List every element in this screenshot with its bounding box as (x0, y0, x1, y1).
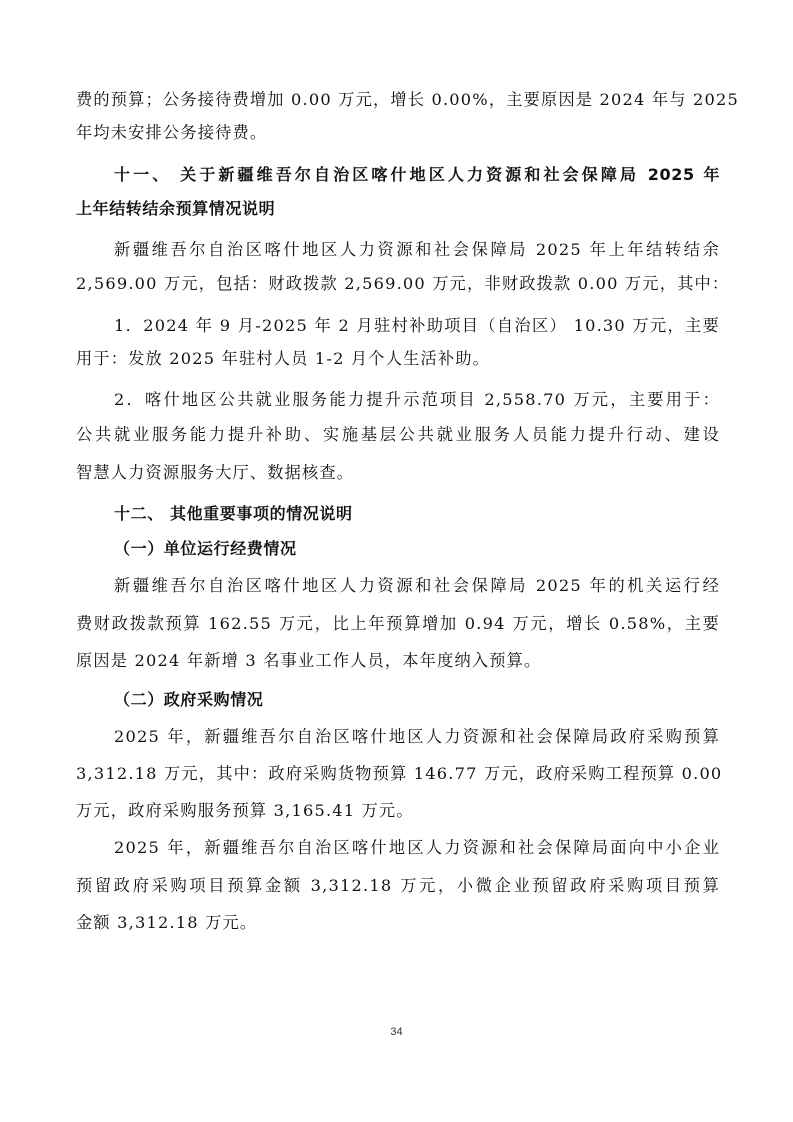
paragraph-line: 费的预算；公务接待费增加 0.00 万元，增长 0.00%，主要原因是 2024 年与 2025 (76, 90, 740, 109)
section-heading-11: 十一、 关于新疆维吾尔自治区喀什地区人力资源和社会保障局 2025 年 (114, 165, 720, 184)
paragraph-line: 年均未安排公务接待费。 (76, 123, 268, 142)
section-heading-12: 十二、 其他重要事项的情况说明 (114, 504, 353, 523)
paragraph-line: 新疆维吾尔自治区喀什地区人力资源和社会保障局 2025 年上年结转结余 (114, 240, 720, 259)
section-heading-11-cont: 上年结转结余预算情况说明 (76, 199, 276, 218)
list-item-2: 2．喀什地区公共就业服务能力提升示范项目 2,558.70 万元，主要用于： (114, 390, 720, 409)
list-item-1: 1．2024 年 9 月-2025 年 2 月驻村补助项目（自治区） 10.30 万元，主要 (114, 316, 720, 335)
paragraph-line: 2,569.00 万元，包括：财政拨款 2,569.00 万元，非财政拨款 0.00 万元，其中： (76, 274, 730, 293)
paragraph-line: 万元，政府采购服务预算 3,165.41 万元。 (76, 801, 414, 820)
page-number: 34 (390, 1026, 403, 1038)
paragraph-line: 预留政府采购项目预算金额 3,312.18 万元，小微企业预留政府采购项目预算 (76, 876, 720, 895)
list-item-2-cont: 公共就业服务能力提升补助、实施基层公共就业服务人员能力提升行动、建设 (76, 425, 720, 444)
paragraph-line: 新疆维吾尔自治区喀什地区人力资源和社会保障局 2025 年的机关运行经 (114, 576, 720, 595)
list-item-2-cont: 智慧人力资源服务大厅、数据核查。 (76, 463, 355, 482)
paragraph-line: 费财政拨款预算 162.55 万元，比上年预算增加 0.94 万元，增长 0.58%，主要 (76, 614, 720, 633)
subsection-heading-1: （一）单位运行经费情况 (114, 539, 297, 558)
paragraph-line: 原因是 2024 年新增 3 名事业工作人员，本年度纳入预算。 (76, 651, 542, 670)
paragraph-line: 金额 3,312.18 万元。 (76, 913, 258, 932)
subsection-heading-2: （二）政府采购情况 (114, 690, 264, 709)
paragraph-line: 2025 年，新疆维吾尔自治区喀什地区人力资源和社会保障局政府采购预算 (114, 727, 720, 746)
paragraph-line: 2025 年，新疆维吾尔自治区喀什地区人力资源和社会保障局面向中小企业 (114, 838, 720, 857)
list-item-1-cont: 用于：发放 2025 年驻村人员 1-2 月个人生活补助。 (76, 349, 491, 368)
paragraph-line: 3,312.18 万元，其中：政府采购货物预算 146.77 万元，政府采购工程预算 0.00 (76, 764, 723, 783)
